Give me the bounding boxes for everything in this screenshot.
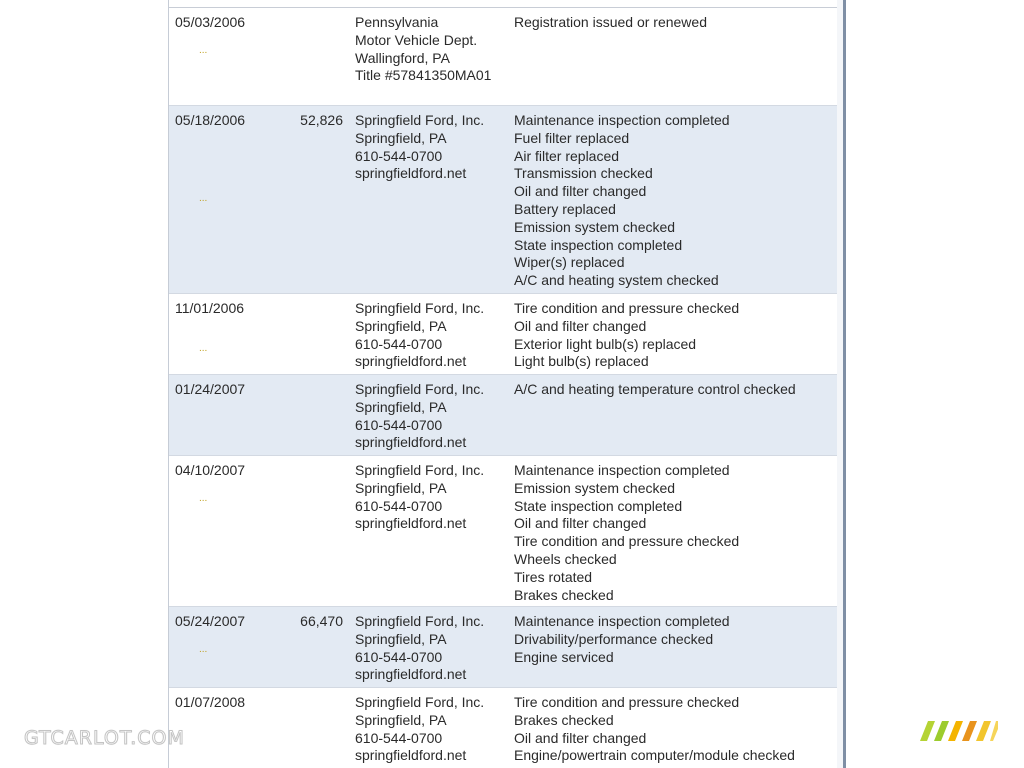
- source-line: springfieldford.net: [355, 747, 467, 764]
- source-line: Springfield, PA: [355, 398, 447, 415]
- comment-line: Drivability/performance checked: [514, 630, 714, 647]
- source-line: Springfield Ford, Inc.: [355, 462, 485, 478]
- brand-stripe: [948, 721, 963, 741]
- comment-line: Air filter replaced: [514, 147, 620, 164]
- comment-line: Exterior light bulb(s) replaced: [514, 335, 697, 352]
- source-line: Pennsylvania: [355, 14, 439, 30]
- record-date: 01/07/2008: [175, 694, 246, 710]
- source-line: 610-544-0700: [355, 729, 443, 746]
- source-line: Springfield Ford, Inc.: [355, 381, 485, 397]
- comment-line: A/C and heating system checked: [514, 272, 719, 289]
- comment-line: Oil and filter changed: [514, 515, 647, 532]
- source-line: springfieldford.net: [355, 165, 467, 182]
- source-line: Springfield, PA: [355, 317, 447, 334]
- comment-line: State inspection completed: [514, 236, 683, 253]
- comment-line: Oil and filter changed: [514, 729, 647, 746]
- source-line: Springfield, PA: [355, 129, 447, 146]
- source-line: Title #57841350MA01: [355, 67, 492, 84]
- source-line: springfieldford.net: [355, 666, 467, 683]
- comment-line: Maintenance inspection completed: [514, 112, 730, 128]
- record-comments: [514, 112, 834, 290]
- vehicle-history-table: [168, 0, 838, 768]
- source-line: Motor Vehicle Dept.: [355, 31, 478, 48]
- record-source: [355, 381, 505, 452]
- brand-stripe: [976, 721, 991, 741]
- comment-line: Transmission checked: [514, 165, 653, 182]
- comment-line: Fuel filter replaced: [514, 129, 630, 146]
- comment-line: Brakes checked: [514, 586, 614, 603]
- source-line: Springfield, PA: [355, 711, 447, 728]
- source-line: Springfield, PA: [355, 479, 447, 496]
- record-comments: [514, 462, 834, 604]
- source-line: 610-544-0700: [355, 648, 443, 665]
- table-row: [169, 456, 837, 607]
- comment-line: Brakes checked: [514, 711, 614, 728]
- comment-line: Tire condition and pressure checked: [514, 694, 740, 710]
- record-marker-icon: ...: [199, 193, 208, 204]
- record-comments: [514, 300, 834, 371]
- source-line: Wallingford, PA: [355, 49, 450, 66]
- comment-line: Battery replaced: [514, 200, 616, 217]
- record-source: [355, 300, 505, 371]
- comment-line: Maintenance inspection completed: [514, 462, 730, 478]
- brand-stripe: [990, 721, 998, 741]
- page-edge-border: [843, 0, 846, 768]
- record-date: 04/10/2007: [175, 462, 246, 478]
- source-line: 610-544-0700: [355, 335, 443, 352]
- source-line: springfieldford.net: [355, 353, 467, 370]
- comment-line: Oil and filter changed: [514, 183, 647, 200]
- comment-line: Emission system checked: [514, 218, 676, 235]
- table-row: [169, 607, 837, 688]
- record-comments: [514, 694, 834, 765]
- comment-line: A/C and heating temperature control checked: [514, 381, 796, 397]
- record-date: 05/03/2006: [175, 14, 246, 30]
- comment-line: Tire condition and pressure checked: [514, 300, 740, 316]
- record-comments: [514, 381, 834, 399]
- comment-line: Tires rotated: [514, 568, 593, 585]
- source-line: Springfield Ford, Inc.: [355, 112, 485, 128]
- comment-line: Wheels checked: [514, 550, 617, 567]
- site-watermark: GTCARLOT.COM: [24, 727, 185, 749]
- source-line: Springfield Ford, Inc.: [355, 300, 485, 316]
- record-date: 05/24/2007: [175, 613, 246, 629]
- record-date: 01/24/2007: [175, 381, 246, 397]
- comment-line: Engine serviced: [514, 648, 614, 665]
- source-line: springfieldford.net: [355, 515, 467, 532]
- record-source: [355, 613, 505, 684]
- source-line: Springfield Ford, Inc.: [355, 694, 485, 710]
- comment-line: Emission system checked: [514, 479, 676, 496]
- record-marker-icon: ...: [199, 45, 208, 56]
- record-odometer: 66,470: [300, 613, 343, 629]
- record-comments: [514, 14, 834, 32]
- record-source: [355, 462, 505, 533]
- record-comments: [514, 613, 834, 666]
- comment-line: Light bulb(s) replaced: [514, 353, 649, 370]
- record-source: [355, 14, 505, 85]
- table-row: [169, 375, 837, 456]
- table-row: [169, 8, 837, 106]
- comment-line: Wiper(s) replaced: [514, 254, 625, 271]
- comment-line: Maintenance inspection completed: [514, 613, 730, 629]
- table-row: [169, 688, 837, 768]
- brand-stripes-logo-icon: [920, 721, 998, 741]
- source-line: 610-544-0700: [355, 416, 443, 433]
- source-line: springfieldford.net: [355, 434, 467, 451]
- comment-line: Engine/powertrain computer/module checked: [514, 747, 795, 764]
- record-source: [355, 694, 505, 765]
- record-date: 11/01/2006: [175, 300, 245, 316]
- record-marker-icon: ...: [199, 644, 208, 655]
- comment-line: State inspection completed: [514, 497, 683, 514]
- record-date: 05/18/2006: [175, 112, 246, 128]
- record-odometer: 52,826: [300, 112, 343, 128]
- source-line: 610-544-0700: [355, 147, 443, 164]
- record-marker-icon: ...: [199, 343, 208, 354]
- brand-stripe: [962, 721, 977, 741]
- brand-stripe: [920, 721, 935, 741]
- source-line: 610-544-0700: [355, 497, 443, 514]
- source-line: Springfield Ford, Inc.: [355, 613, 485, 629]
- comment-line: Registration issued or renewed: [514, 14, 707, 30]
- comment-line: Tire condition and pressure checked: [514, 533, 740, 550]
- table-row: [169, 106, 837, 294]
- source-line: Springfield, PA: [355, 630, 447, 647]
- record-source: [355, 112, 505, 183]
- comment-line: Oil and filter changed: [514, 317, 647, 334]
- record-marker-icon: ...: [199, 493, 208, 504]
- table-row: [169, 294, 837, 375]
- brand-stripe: [934, 721, 949, 741]
